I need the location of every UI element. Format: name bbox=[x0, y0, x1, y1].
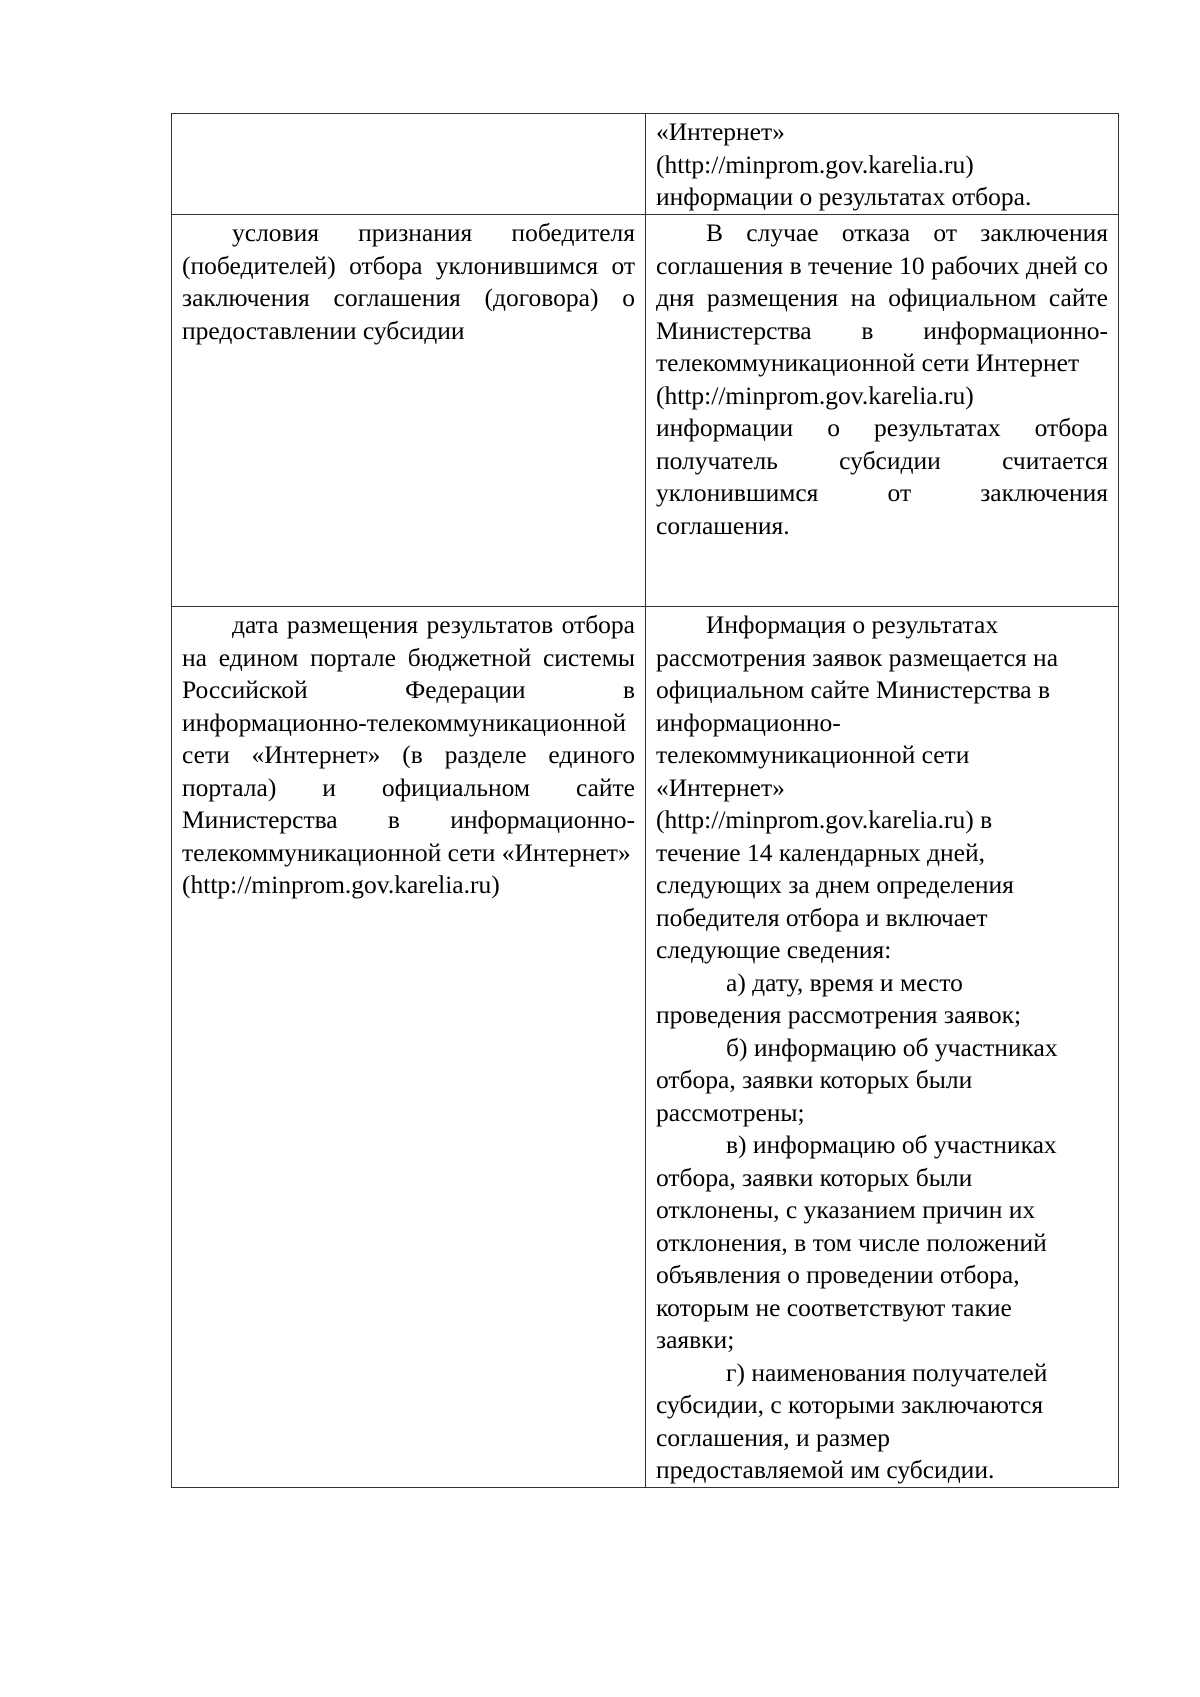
list-item-v: в) информацию об участниках bbox=[726, 1130, 1057, 1159]
list-item-v-cont: объявления о проведении отбора, bbox=[656, 1260, 1020, 1289]
list-item-g-cont: соглашения, и размер bbox=[656, 1422, 891, 1452]
list-item-v-cont: отклонения, в том числе положений bbox=[656, 1227, 1047, 1257]
list-item-b-cont: рассмотрены; bbox=[656, 1097, 805, 1127]
row3-left-url: (http://minprom.gov.karelia.ru) bbox=[182, 870, 500, 899]
row1-right-cell bbox=[646, 114, 1119, 215]
row1-right-line-1: «Интернет» bbox=[656, 117, 785, 146]
table-row bbox=[172, 215, 1119, 607]
table-row bbox=[172, 607, 1119, 1488]
list-item-v-cont: которым не соответствуют такие bbox=[656, 1292, 1012, 1322]
list-item-v-cont: отбора, заявки которых были bbox=[656, 1162, 973, 1192]
list-item-b: б) информацию об участниках bbox=[726, 1032, 1058, 1062]
row3-right-intro-line: следующие сведения: bbox=[656, 935, 892, 964]
row1-left-cell bbox=[172, 114, 646, 215]
document-table bbox=[171, 113, 1119, 1488]
list-item-v-cont: отклонены, с указанием причин их bbox=[656, 1195, 1036, 1224]
table-row bbox=[172, 114, 1119, 215]
list-item-g: г) наименования получателей bbox=[726, 1357, 1048, 1387]
list-item-b-cont: отбора, заявки которых были bbox=[656, 1065, 973, 1094]
row3-right-intro-line: Информация о результатах bbox=[706, 610, 999, 639]
row2-right-text-part2: информации о результатах отбора получатель субсидии считается уклонившимся от заключения соглашения. bbox=[656, 413, 1108, 540]
list-item-v-cont: заявки; bbox=[656, 1325, 735, 1354]
list-item-a-cont: проведения рассмотрения заявок; bbox=[656, 1000, 1022, 1029]
row3-right-cell bbox=[646, 607, 1119, 1488]
row1-right-line-3: информации о результатах отбора. bbox=[656, 182, 1032, 211]
row2-right-cell bbox=[646, 215, 1119, 607]
row2-right-text-part1: В случае отказа от заключения соглашения в течение 10 рабочих дней со дня размещения на официальном сайте Министерства в информационно-телекоммуникационной сети Интернет bbox=[656, 218, 1108, 377]
list-item-a: а) дату, время и место bbox=[726, 967, 963, 997]
row2-left-cell bbox=[172, 215, 646, 607]
row3-right-intro-line: телекоммуникационной сети bbox=[656, 740, 970, 769]
list-item-g-cont: субсидии, с которыми заключаются bbox=[656, 1390, 1044, 1419]
row2-right-url: (http://minprom.gov.karelia.ru) bbox=[656, 380, 974, 410]
row1-right-line-2: (http://minprom.gov.karelia.ru) bbox=[656, 149, 974, 179]
row3-right-intro-line: рассмотрения заявок размещается на bbox=[656, 642, 1059, 672]
row3-right-intro-line: (http://minprom.gov.karelia.ru) в bbox=[656, 805, 993, 834]
row3-right-intro-line: информационно- bbox=[656, 707, 841, 737]
row3-right-intro-line: официальном сайте Министерства в bbox=[656, 675, 1051, 704]
row2-left-text: условия признания победителя (победителей) отбора уклонившимся от заключения соглашения (договора) о предоставлении субсидии bbox=[182, 218, 635, 345]
row3-right-intro-line: победителя отбора и включает bbox=[656, 902, 988, 932]
row3-left-text: дата размещения результатов отбора на едином портале бюджетной системы Российской Федерации в информационно-телекоммуникационной сети «Интернет» (в разделе единого портала) и официальном сайте Министерства в информационно-телекоммуникационной сети «Интернет» bbox=[182, 610, 635, 867]
row3-right-intro-line: течение 14 календарных дней, bbox=[656, 837, 985, 867]
list-item-g-cont: предоставляемой им субсидии. bbox=[656, 1455, 995, 1484]
row3-left-cell bbox=[172, 607, 646, 1488]
row3-right-intro-line: следующих за днем определения bbox=[656, 870, 1014, 899]
row3-right-intro-line: «Интернет» bbox=[656, 772, 785, 802]
